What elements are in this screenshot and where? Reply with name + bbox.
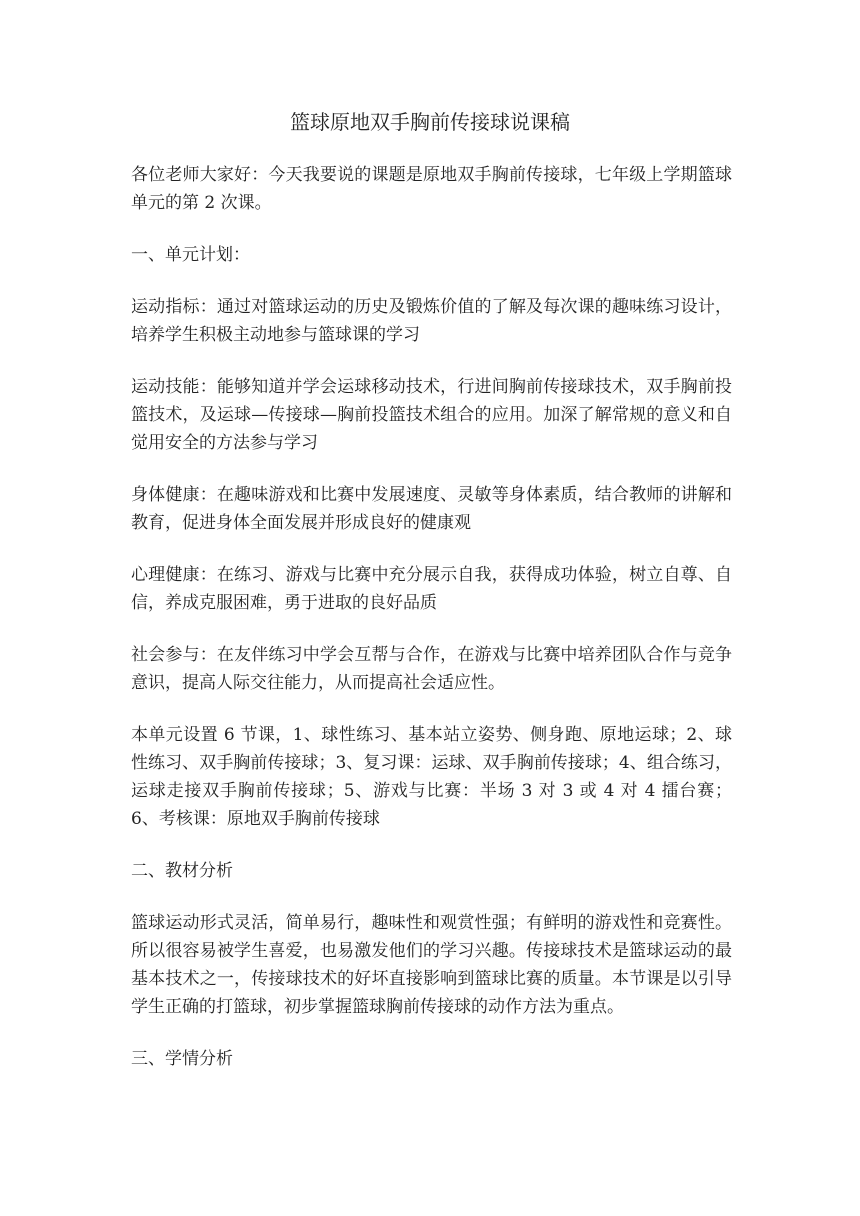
intro-paragraph: 各位老师大家好：今天我要说的课题是原地双手胸前传接球，七年级上学期篮球单元的第 2 次课。: [131, 165, 732, 213]
paragraph-unit-lessons: 本单元设置 6 节课，1、球性练习、基本站立姿势、侧身跑、原地运球；2、球性练习、双手胸前传接球；3、复习课：运球、双手胸前传接球；4、组合练习，运球走接双手胸前传接球；5、游戏与比赛：半场 3 对 3 或 4 对 4 擂台赛；6、考核课：原地双手胸前传接球: [131, 725, 732, 829]
section-heading-unit-plan: 一、单元计划：: [131, 245, 250, 265]
section-heading-material-analysis: 二、教材分析: [131, 861, 233, 881]
paragraph-sports-skills: 运动技能：能够知道并学会运球移动技术，行进间胸前传接球技术，双手胸前投篮技术，及运球—传接球—胸前投篮技术组合的应用。加深了解常规的意义和自觉用安全的方法参与学习: [131, 377, 732, 453]
paragraph-mental-health: 心理健康：在练习、游戏与比赛中充分展示自我，获得成功体验，树立自尊、自信，养成克服困难，勇于进取的良好品质: [131, 565, 732, 613]
document-body: [131, 161, 732, 1097]
document-title: 篮球原地双手胸前传接球说课稿: [290, 110, 570, 134]
paragraph-social-participation: 社会参与：在友伴练习中学会互帮与合作，在游戏与比赛中培养团队合作与竞争意识，提高人际交往能力，从而提高社会适应性。: [131, 645, 732, 693]
section-heading-student-analysis: 三、学情分析: [131, 1049, 233, 1069]
paragraph-sports-indicator: 运动指标：通过对篮球运动的历史及锻炼价值的了解及每次课的趣味练习设计，培养学生积极主动地参与篮球课的学习: [131, 297, 732, 345]
paragraph-physical-health: 身体健康：在趣味游戏和比赛中发展速度、灵敏等身体素质，结合教师的讲解和教育，促进身体全面发展并形成良好的健康观: [131, 485, 732, 533]
paragraph-material-analysis: 篮球运动形式灵活，简单易行，趣味性和观赏性强；有鲜明的游戏性和竞赛性。所以很容易被学生喜爱，也易激发他们的学习兴趣。传接球技术是篮球运动的最基本技术之一，传接球技术的好坏直接影响到篮球比赛的质量。本节课是以引导学生正确的打篮球，初步掌握篮球胸前传接球的动作方法为重点。: [131, 913, 732, 1017]
